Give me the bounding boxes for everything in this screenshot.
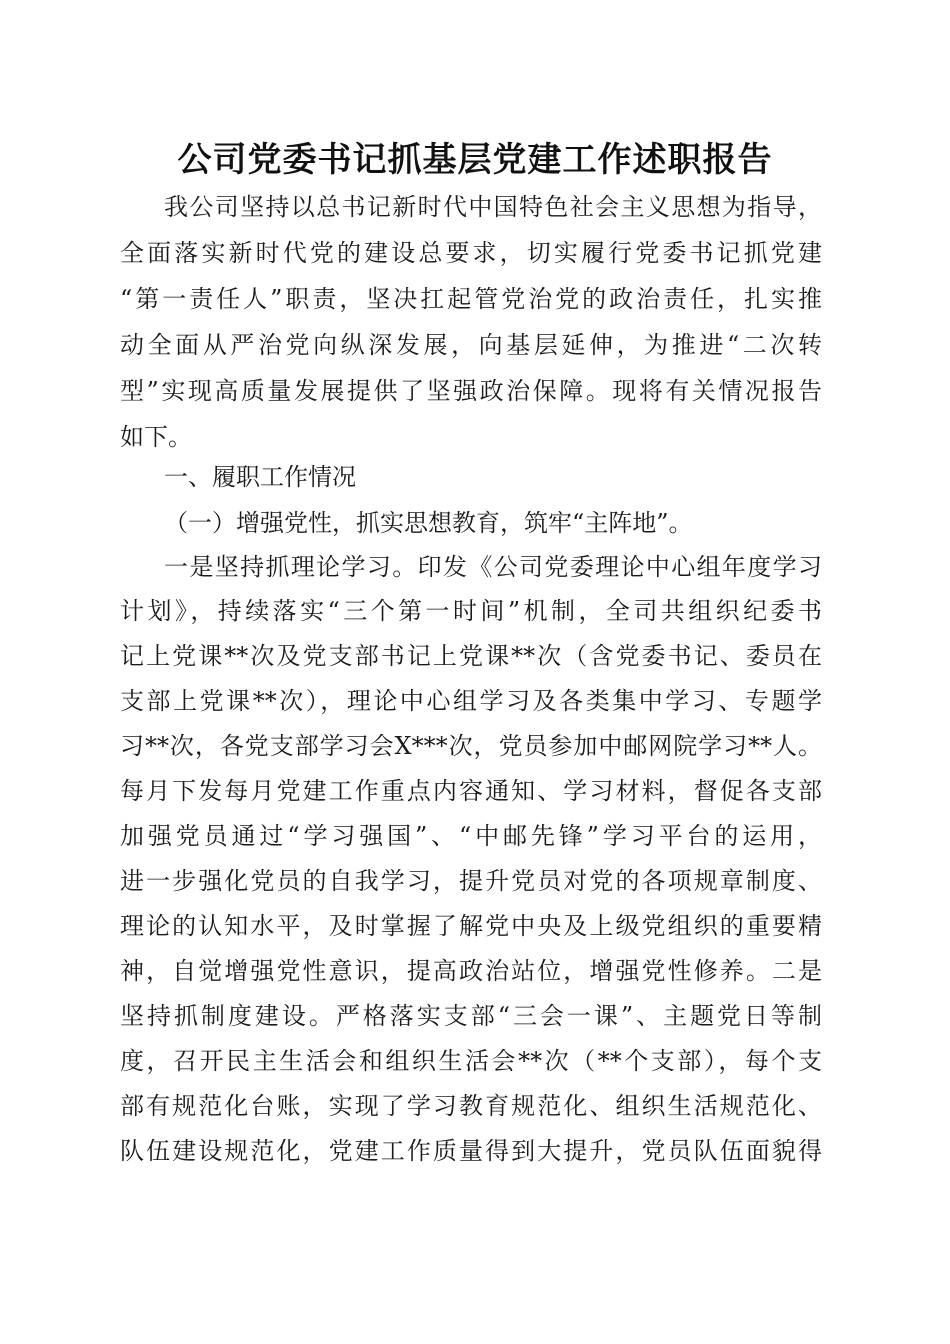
body-line: 加强党员通过“学习强国”、“中邮先锋”学习平台的运用， <box>120 822 822 850</box>
intro-line: 如下。 <box>120 423 192 451</box>
body-line: 部有规范化台账，实现了学习教育规范化、组织生活规范化、 <box>120 1092 822 1120</box>
body-line: 坚持抓制度建设。严格落实支部“三会一课”、主题党日等制 <box>120 1002 822 1030</box>
body-line: 神，自觉增强党性意识，提高政治站位，增强党性修养。二是 <box>120 957 822 985</box>
body-line: 习**次，各党支部学习会X***次，党员参加中邮网院学习**人。 <box>120 732 822 760</box>
section-heading: 一、履职工作情况 <box>164 463 356 491</box>
body-line: 队伍建设规范化，党建工作质量得到大提升，党员队伍面貌得 <box>120 1137 822 1165</box>
subsection-heading: （一）增强党性，抓实思想教育，筑牢“主阵地”。 <box>164 509 693 537</box>
intro-line: 全面落实新时代党的建设总要求，切实履行党委书记抓党建 <box>120 239 822 267</box>
document-title: 公司党委书记抓基层党建工作述职报告 <box>177 140 773 180</box>
intro-line: 型”实现高质量发展提供了坚强政治保障。现将有关情况报告 <box>120 377 822 405</box>
body-line: 度，召开民主生活会和组织生活会**次（**个支部），每个支 <box>120 1047 822 1075</box>
intro-line: 动全面从严治党向纵深发展，向基层延伸，为推进“二次转 <box>120 331 822 359</box>
body-line: 计划》，持续落实“三个第一时间”机制，全司共组织纪委书 <box>120 597 822 625</box>
intro-line: “第一责任人”职责，坚决扛起管党治党的政治责任，扎实推 <box>120 285 822 313</box>
body-line: 进一步强化党员的自我学习，提升党员对党的各项规章制度、 <box>120 867 822 895</box>
body-line: 每月下发每月党建工作重点内容通知、学习材料，督促各支部 <box>120 777 822 805</box>
body-line: 理论的认知水平，及时掌握了解党中央及上级党组织的重要精 <box>120 912 822 940</box>
intro-line: 我公司坚持以总书记新时代中国特色社会主义思想为指导， <box>164 193 822 221</box>
body-line: 支部上党课**次），理论中心组学习及各类集中学习、专题学 <box>120 687 822 715</box>
body-line: 记上党课**次及党支部书记上党课**次（含党委书记、委员在 <box>120 642 822 670</box>
body-line: 一是坚持抓理论学习。印发《公司党委理论中心组年度学习 <box>164 553 822 581</box>
